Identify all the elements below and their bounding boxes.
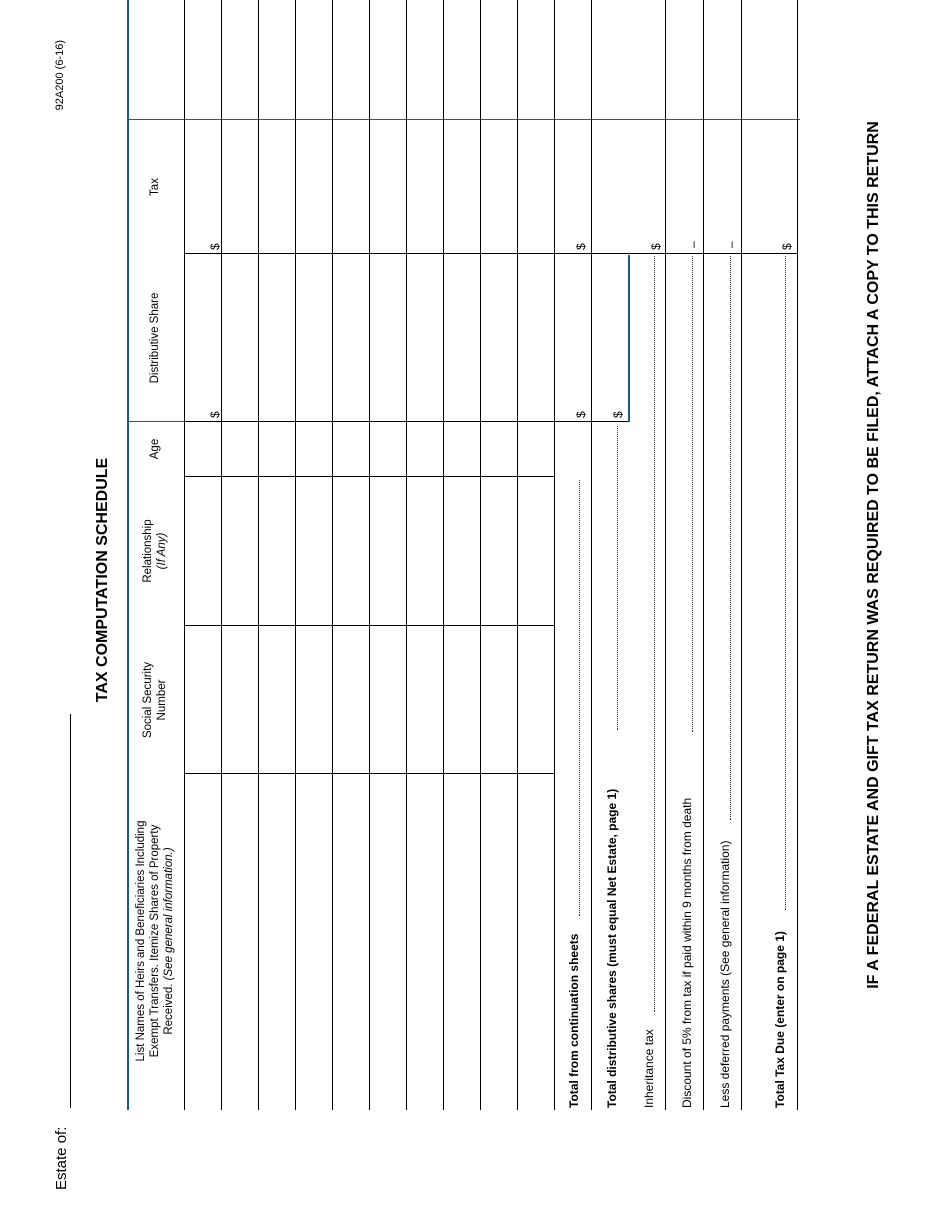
row1-share-dollar: $ [208,411,222,418]
header-age: Age [149,438,161,460]
row-rule [406,0,407,1110]
inheritance-tax-leader [654,256,655,1012]
deferred-payments-label: Less deferred payments (See general information) [718,840,732,1108]
deferred-payments-minus: – [724,241,738,248]
row1-tax-dollar: $ [208,243,222,250]
totals-rule [797,0,798,1110]
distributive-box-border [628,255,630,422]
row-rule [295,0,296,1110]
column-divider-distributive [184,421,628,422]
column-divider-ssn [184,773,554,774]
inheritance-tax-dollar: $ [649,243,663,250]
header-ssn-line2: Number [156,679,168,721]
total-tax-due-dollar: $ [780,243,794,250]
inheritance-tax-label: Inheritance tax [642,1029,656,1108]
column-divider-age [184,476,554,477]
footer-notice: IF A FEDERAL ESTATE AND GIFT TAX RETURN WAS REQUIRED TO BE FILED, ATTACH A COPY TO THIS RETURN [865,121,882,989]
totals-rule [665,0,666,1110]
totals-rule [703,0,704,1110]
row-rule [369,0,370,1110]
header-relationship-line1: Relationship [142,519,154,583]
row-rule [221,0,222,1110]
form-number: 92A200 (6-16) [54,40,66,111]
header-heirs [127,774,183,1108]
header-ssn-line1: Social Security [142,661,154,739]
header-relationship [127,476,183,626]
total-distributive-leader [617,426,618,730]
schedule-top-border [127,119,800,120]
discount-label: Discount of 5% from tax if paid within 9 months from death [680,797,694,1108]
totals-rule [741,0,742,1110]
continuation-share-dollar: $ [574,411,588,418]
page-title: TAX COMPUTATION SCHEDULE [94,457,111,703]
header-heirs-line3: Received. [163,983,175,1035]
column-divider-tax [184,253,798,254]
deferred-payments-leader [730,256,731,820]
header-ssn [127,626,183,774]
row-rule [554,0,555,1110]
header-heirs-line2: Exempt Transfers. Itemize Shares of Property [149,824,161,1058]
row-rule [443,0,444,1110]
distributive-share-dollar: $ [611,411,625,418]
header-bottom-rule [184,0,185,1110]
column-divider-relationship [184,625,554,626]
row-rule [480,0,481,1110]
total-continuation-label: Total from continuation sheets [567,933,581,1108]
discount-leader [692,256,693,732]
header-relationship-line2: (If Any) [156,532,168,570]
discount-minus: – [686,241,700,248]
total-continuation-leader [579,480,580,916]
row-rule [332,0,333,1110]
row-rule [258,0,259,1110]
total-tax-due-leader [785,256,786,910]
total-tax-due-label: Total Tax Due (enter on page 1) [773,931,787,1108]
estate-name-line[interactable] [70,714,71,1108]
totals-rule [591,0,592,1110]
total-distributive-label: Total distributive shares (must equal Net Estate, page 1) [605,788,619,1108]
header-heirs-note: (See general information.) [163,847,175,981]
row-rule [517,0,518,1110]
estate-of-label: Estate of: [53,1126,70,1190]
header-heirs-line1: List Names of Heirs and Beneficiaries Including [135,820,147,1062]
header-distributive-share: Distributive Share [149,292,161,384]
continuation-tax-dollar: $ [574,243,588,250]
header-tax: Tax [149,178,161,196]
